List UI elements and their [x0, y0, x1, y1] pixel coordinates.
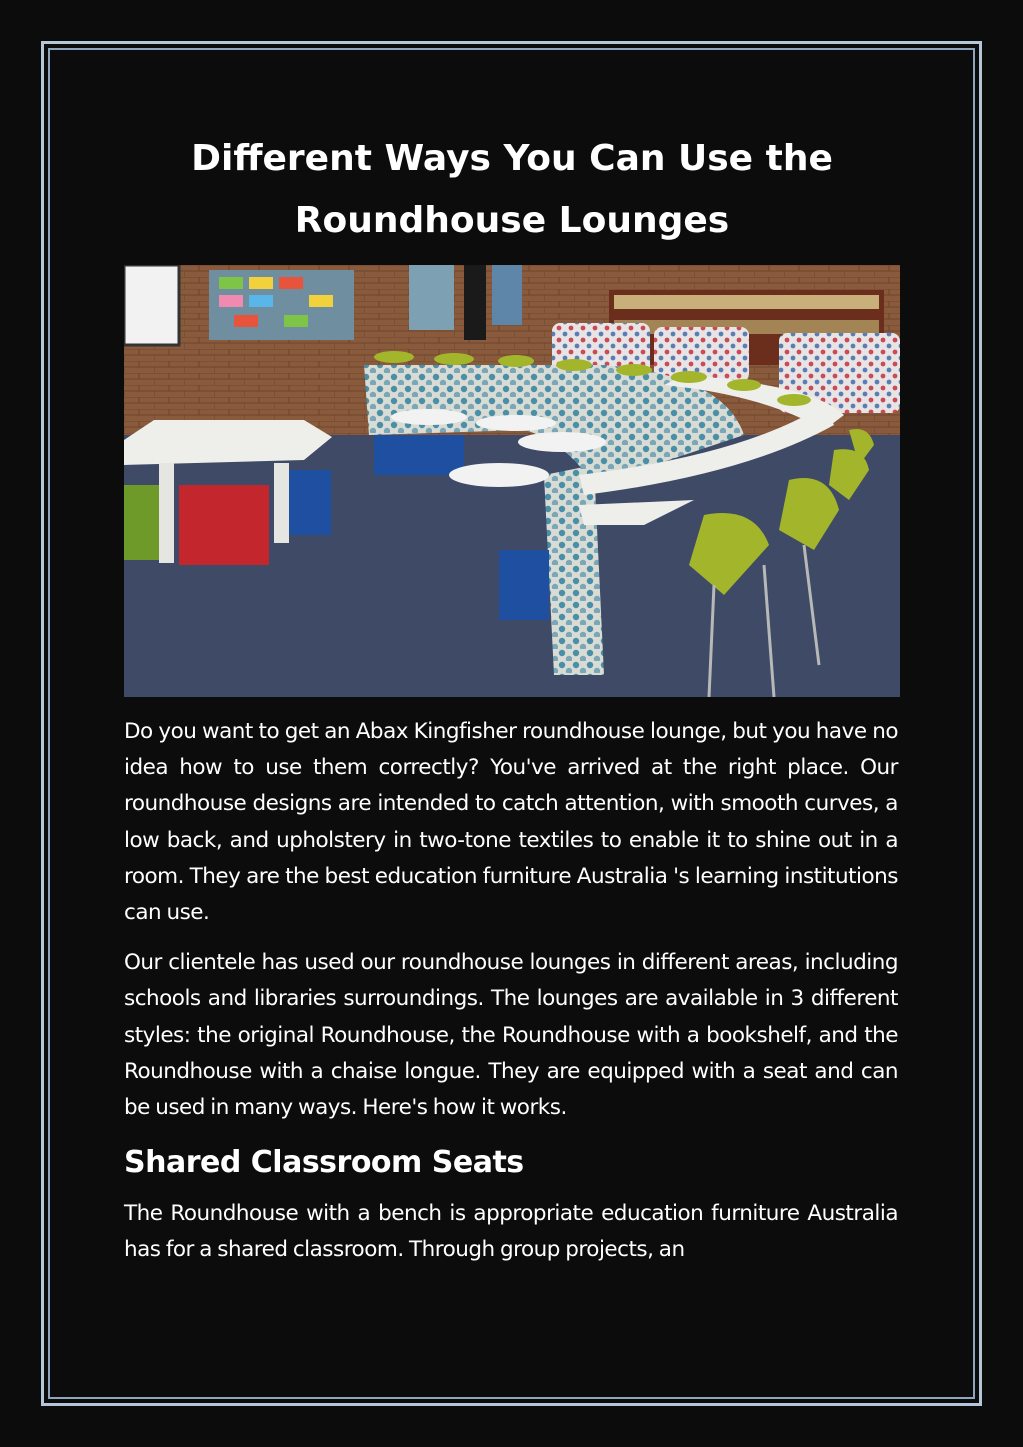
hexagon-table [124, 420, 332, 465]
roundhouse-lounge-photo [124, 265, 900, 697]
whiteboard [124, 265, 179, 345]
blue-stool [289, 470, 331, 535]
round-table-2 [476, 415, 556, 431]
page-title: Different Ways You Can Use the Roundhouse Lounges [191, 138, 833, 241]
round-table-4 [449, 463, 549, 487]
round-table-1 [391, 409, 467, 425]
notice-board-2 [409, 265, 454, 330]
intro-paragraph: Do you want to get an Abax Kingfisher roundhouse lounge, but you have no idea how to use them correctly? You've arrived at the right place. Our roundhouse designs are intended to catch attention, with smooth curves, a low back, and upholstery in two-tone textiles to enable it to shine out in a room. They are the best education furniture Australia 's learning institutions can use. [124, 719, 898, 926]
red-stool [179, 485, 269, 565]
roundhouse-end-panel [544, 465, 604, 675]
article-body [124, 714, 898, 1283]
section-heading: Shared Classroom Seats [124, 1145, 524, 1181]
section-paragraph: The Roundhouse with a bench is appropriate education furniture Australia has for a shared classroom. Through group projects, an [124, 1201, 898, 1263]
round-table-3 [518, 432, 606, 452]
green-stool [124, 485, 159, 560]
styles-paragraph: Our clientele has used our roundhouse lounges in different areas, including schools and libraries surroundings. The lounges are available in 3 different styles: the original Roundhouse, the Roundhouse with a bookshelf, and the Roundhouse with a chaise longue. They are equipped with a seat and can be used in many ways. Here's how it works. [124, 950, 898, 1121]
